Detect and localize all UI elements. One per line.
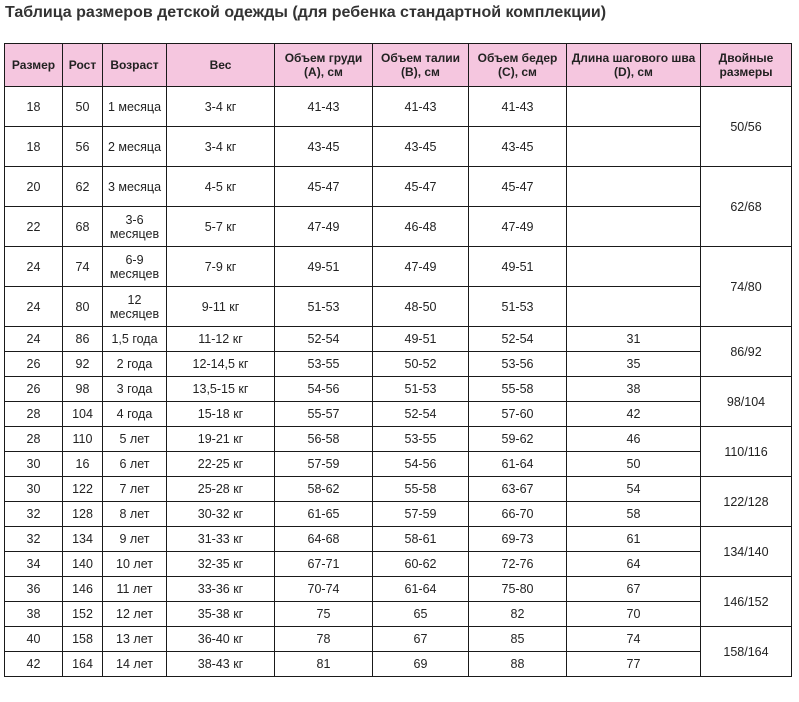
height-cell: 164 (63, 652, 103, 677)
waist-cell: 55-58 (373, 477, 469, 502)
age-cell: 12 лет (103, 602, 167, 627)
chest-cell: 75 (275, 602, 373, 627)
waist-cell: 50-52 (373, 352, 469, 377)
chest-cell: 56-58 (275, 427, 373, 452)
age-cell: 13 лет (103, 627, 167, 652)
age-cell: 4 года (103, 402, 167, 427)
waist-cell: 58-61 (373, 527, 469, 552)
header-hips: Объем бедер (С), см (469, 44, 567, 87)
chest-cell: 61-65 (275, 502, 373, 527)
double-size-cell: 62/68 (701, 167, 792, 247)
header-chest: Объем груди (А), см (275, 44, 373, 87)
weight-cell: 5-7 кг (167, 207, 275, 247)
weight-cell: 33-36 кг (167, 577, 275, 602)
table-body (5, 87, 792, 677)
hips-cell: 75-80 (469, 577, 567, 602)
hips-cell: 55-58 (469, 377, 567, 402)
size-cell: 18 (5, 127, 63, 167)
hips-cell: 51-53 (469, 287, 567, 327)
double-size-cell: 110/116 (701, 427, 792, 477)
table-row (5, 577, 792, 602)
double-size-cell: 98/104 (701, 377, 792, 427)
waist-cell: 51-53 (373, 377, 469, 402)
hips-cell: 47-49 (469, 207, 567, 247)
header-size: Размер (5, 44, 63, 87)
table-row (5, 627, 792, 652)
chest-cell: 54-56 (275, 377, 373, 402)
size-cell: 20 (5, 167, 63, 207)
weight-cell: 11-12 кг (167, 327, 275, 352)
age-cell: 12 месяцев (103, 287, 167, 327)
hips-cell: 41-43 (469, 87, 567, 127)
waist-cell: 45-47 (373, 167, 469, 207)
weight-cell: 3-4 кг (167, 127, 275, 167)
inseam-cell: 61 (567, 527, 701, 552)
table-row (5, 502, 792, 527)
size-cell: 24 (5, 247, 63, 287)
waist-cell: 46-48 (373, 207, 469, 247)
inseam-cell: 54 (567, 477, 701, 502)
table-row (5, 552, 792, 577)
size-cell: 38 (5, 602, 63, 627)
chest-cell: 52-54 (275, 327, 373, 352)
waist-cell: 54-56 (373, 452, 469, 477)
table-row (5, 377, 792, 402)
table-row (5, 602, 792, 627)
inseam-cell: 38 (567, 377, 701, 402)
height-cell: 86 (63, 327, 103, 352)
table-row (5, 527, 792, 552)
chest-cell: 49-51 (275, 247, 373, 287)
hips-cell: 59-62 (469, 427, 567, 452)
age-cell: 9 лет (103, 527, 167, 552)
age-cell: 5 лет (103, 427, 167, 452)
size-cell: 28 (5, 427, 63, 452)
waist-cell: 49-51 (373, 327, 469, 352)
age-cell: 14 лет (103, 652, 167, 677)
hips-cell: 53-56 (469, 352, 567, 377)
chest-cell: 78 (275, 627, 373, 652)
inseam-cell: 77 (567, 652, 701, 677)
table-row (5, 127, 792, 167)
chest-cell: 55-57 (275, 402, 373, 427)
height-cell: 16 (63, 452, 103, 477)
height-cell: 146 (63, 577, 103, 602)
table-row (5, 427, 792, 452)
inseam-cell (567, 167, 701, 207)
size-cell: 26 (5, 352, 63, 377)
table-row (5, 207, 792, 247)
table-row (5, 452, 792, 477)
weight-cell: 22-25 кг (167, 452, 275, 477)
weight-cell: 30-32 кг (167, 502, 275, 527)
height-cell: 122 (63, 477, 103, 502)
size-cell: 30 (5, 452, 63, 477)
hips-cell: 57-60 (469, 402, 567, 427)
waist-cell: 52-54 (373, 402, 469, 427)
inseam-cell: 67 (567, 577, 701, 602)
header-height: Рост (63, 44, 103, 87)
hips-cell: 85 (469, 627, 567, 652)
weight-cell: 36-40 кг (167, 627, 275, 652)
age-cell: 7 лет (103, 477, 167, 502)
age-cell: 6 лет (103, 452, 167, 477)
size-table (4, 43, 792, 677)
hips-cell: 45-47 (469, 167, 567, 207)
height-cell: 158 (63, 627, 103, 652)
age-cell: 3-6 месяцев (103, 207, 167, 247)
chest-cell: 67-71 (275, 552, 373, 577)
inseam-cell: 58 (567, 502, 701, 527)
height-cell: 50 (63, 87, 103, 127)
table-row (5, 402, 792, 427)
chest-cell: 47-49 (275, 207, 373, 247)
inseam-cell: 31 (567, 327, 701, 352)
table-row (5, 352, 792, 377)
header-row (5, 44, 792, 87)
weight-cell: 13,5-15 кг (167, 377, 275, 402)
hips-cell: 66-70 (469, 502, 567, 527)
hips-cell: 49-51 (469, 247, 567, 287)
height-cell: 152 (63, 602, 103, 627)
age-cell: 10 лет (103, 552, 167, 577)
inseam-cell: 46 (567, 427, 701, 452)
age-cell: 1,5 года (103, 327, 167, 352)
inseam-cell: 42 (567, 402, 701, 427)
size-cell: 32 (5, 502, 63, 527)
hips-cell: 72-76 (469, 552, 567, 577)
size-cell: 22 (5, 207, 63, 247)
hips-cell: 88 (469, 652, 567, 677)
size-cell: 36 (5, 577, 63, 602)
page-title: Таблица размеров детской одежды (для ребенка стандартной комплекции) (5, 4, 607, 21)
age-cell: 1 месяца (103, 87, 167, 127)
double-size-cell: 86/92 (701, 327, 792, 377)
weight-cell: 32-35 кг (167, 552, 275, 577)
age-cell: 6-9 месяцев (103, 247, 167, 287)
size-cell: 30 (5, 477, 63, 502)
waist-cell: 43-45 (373, 127, 469, 167)
inseam-cell: 50 (567, 452, 701, 477)
waist-cell: 48-50 (373, 287, 469, 327)
header-waist: Объем талии (В), см (373, 44, 469, 87)
chest-cell: 81 (275, 652, 373, 677)
header-weight: Вес (167, 44, 275, 87)
table-row (5, 167, 792, 207)
inseam-cell: 35 (567, 352, 701, 377)
size-cell: 18 (5, 87, 63, 127)
size-cell: 26 (5, 377, 63, 402)
height-cell: 98 (63, 377, 103, 402)
waist-cell: 67 (373, 627, 469, 652)
age-cell: 2 месяца (103, 127, 167, 167)
height-cell: 134 (63, 527, 103, 552)
height-cell: 128 (63, 502, 103, 527)
size-cell: 34 (5, 552, 63, 577)
height-cell: 110 (63, 427, 103, 452)
waist-cell: 65 (373, 602, 469, 627)
weight-cell: 12-14,5 кг (167, 352, 275, 377)
size-cell: 32 (5, 527, 63, 552)
weight-cell: 7-9 кг (167, 247, 275, 287)
weight-cell: 35-38 кг (167, 602, 275, 627)
size-cell: 28 (5, 402, 63, 427)
age-cell: 3 года (103, 377, 167, 402)
waist-cell: 57-59 (373, 502, 469, 527)
inseam-cell (567, 287, 701, 327)
table-row (5, 477, 792, 502)
waist-cell: 41-43 (373, 87, 469, 127)
header-double-sizes: Двойные размеры (701, 44, 792, 87)
weight-cell: 31-33 кг (167, 527, 275, 552)
hips-cell: 63-67 (469, 477, 567, 502)
hips-cell: 43-45 (469, 127, 567, 167)
height-cell: 104 (63, 402, 103, 427)
inseam-cell (567, 247, 701, 287)
inseam-cell (567, 127, 701, 167)
chest-cell: 53-55 (275, 352, 373, 377)
inseam-cell: 70 (567, 602, 701, 627)
age-cell: 11 лет (103, 577, 167, 602)
height-cell: 74 (63, 247, 103, 287)
age-cell: 3 месяца (103, 167, 167, 207)
chest-cell: 58-62 (275, 477, 373, 502)
size-cell: 40 (5, 627, 63, 652)
chest-cell: 57-59 (275, 452, 373, 477)
inseam-cell: 64 (567, 552, 701, 577)
hips-cell: 69-73 (469, 527, 567, 552)
weight-cell: 38-43 кг (167, 652, 275, 677)
height-cell: 56 (63, 127, 103, 167)
weight-cell: 9-11 кг (167, 287, 275, 327)
chest-cell: 70-74 (275, 577, 373, 602)
age-cell: 2 года (103, 352, 167, 377)
weight-cell: 4-5 кг (167, 167, 275, 207)
header-inseam: Длина шагового шва (D), см (567, 44, 701, 87)
chest-cell: 51-53 (275, 287, 373, 327)
inseam-cell: 74 (567, 627, 701, 652)
size-cell: 24 (5, 327, 63, 352)
chest-cell: 45-47 (275, 167, 373, 207)
height-cell: 62 (63, 167, 103, 207)
waist-cell: 60-62 (373, 552, 469, 577)
inseam-cell (567, 207, 701, 247)
table-row (5, 247, 792, 287)
table-row (5, 652, 792, 677)
hips-cell: 82 (469, 602, 567, 627)
size-cell: 24 (5, 287, 63, 327)
double-size-cell: 50/56 (701, 87, 792, 167)
waist-cell: 69 (373, 652, 469, 677)
height-cell: 80 (63, 287, 103, 327)
weight-cell: 15-18 кг (167, 402, 275, 427)
waist-cell: 53-55 (373, 427, 469, 452)
header-age: Возраст (103, 44, 167, 87)
weight-cell: 25-28 кг (167, 477, 275, 502)
inseam-cell (567, 87, 701, 127)
chest-cell: 41-43 (275, 87, 373, 127)
height-cell: 92 (63, 352, 103, 377)
height-cell: 140 (63, 552, 103, 577)
chest-cell: 43-45 (275, 127, 373, 167)
double-size-cell: 122/128 (701, 477, 792, 527)
table-row (5, 87, 792, 127)
size-cell: 42 (5, 652, 63, 677)
double-size-cell: 158/164 (701, 627, 792, 677)
double-size-cell: 134/140 (701, 527, 792, 577)
hips-cell: 61-64 (469, 452, 567, 477)
height-cell: 68 (63, 207, 103, 247)
waist-cell: 61-64 (373, 577, 469, 602)
double-size-cell: 74/80 (701, 247, 792, 327)
table-row (5, 327, 792, 352)
weight-cell: 19-21 кг (167, 427, 275, 452)
age-cell: 8 лет (103, 502, 167, 527)
double-size-cell: 146/152 (701, 577, 792, 627)
hips-cell: 52-54 (469, 327, 567, 352)
weight-cell: 3-4 кг (167, 87, 275, 127)
chest-cell: 64-68 (275, 527, 373, 552)
waist-cell: 47-49 (373, 247, 469, 287)
table-row (5, 287, 792, 327)
